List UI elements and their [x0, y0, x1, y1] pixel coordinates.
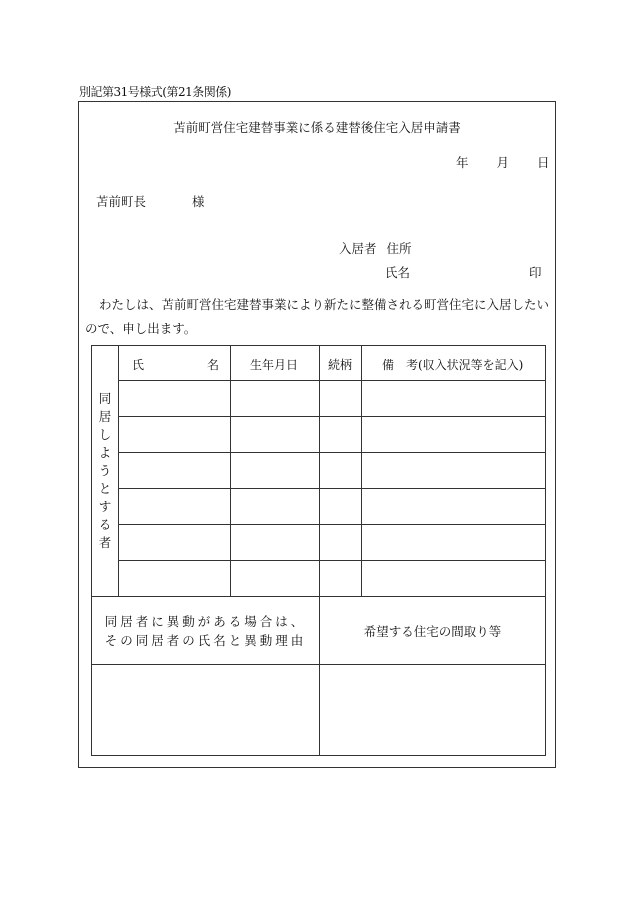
addressee-name: 苫前町長 — [96, 194, 147, 209]
date-year-label: 年 — [456, 155, 469, 170]
application-statement: わたしは、苫前町営住宅建替事業により新たに整備される町営住宅に入居したいので、申し出ます。 — [85, 297, 550, 336]
remarks-entry-cells[interactable] — [362, 381, 545, 596]
change-reason-entry[interactable] — [93, 665, 318, 755]
date-row — [456, 153, 550, 171]
name-entry-cells[interactable] — [119, 381, 229, 596]
applicant-address-row — [339, 239, 412, 257]
header-relationship: 続柄 — [328, 358, 353, 372]
date-day-label: 日 — [537, 155, 550, 170]
preferred-layout-label: 希望する住宅の間取り等 — [363, 623, 502, 639]
header-name-b: 名 — [207, 358, 220, 372]
form-reference: 別記第31号様式(第21条関係) — [79, 85, 231, 99]
cohabitant-side-label: 同 居 し よ う と す る 者 — [98, 391, 112, 550]
name-label: 氏名 — [385, 265, 411, 280]
cohabitant-change-note: 同居者に異動がある場合は、 その同居者の氏名と異動理由 — [104, 613, 307, 648]
header-birthdate: 生年月日 — [250, 358, 299, 372]
relationship-entry-cells[interactable] — [320, 381, 360, 596]
application-form — [78, 101, 556, 768]
header-name-a: 氏 — [132, 358, 145, 372]
birthdate-entry-cells[interactable] — [231, 381, 318, 596]
date-month-label: 月 — [496, 155, 510, 170]
preferred-layout-entry[interactable] — [320, 665, 545, 755]
addressee — [96, 192, 205, 210]
household-table — [91, 345, 546, 756]
address-label: 住所 — [386, 241, 412, 256]
header-remarks: 備 考(収入状況等を記入) — [382, 358, 524, 372]
addressee-honorific: 様 — [192, 194, 205, 209]
applicant-label: 入居者 — [339, 241, 377, 256]
seal-mark: 印 — [529, 265, 542, 280]
form-title: 苫前町営住宅建替事業に係る建替後住宅入居申請書 — [173, 120, 461, 135]
